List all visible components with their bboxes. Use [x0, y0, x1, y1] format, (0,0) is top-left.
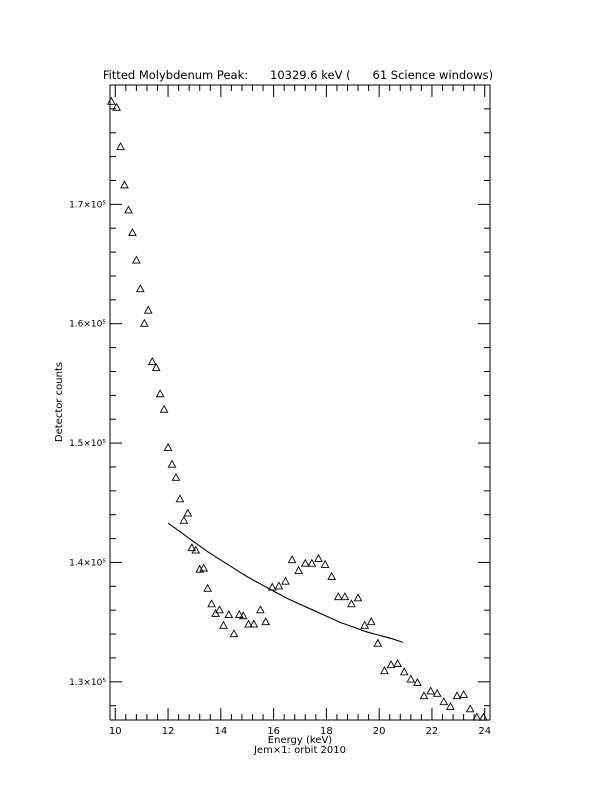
y-tick-label: 1.7×10⁵	[69, 200, 106, 211]
chart-title: Fitted Molybdenum Peak: 10329.6 keV ( 61 Science windows)	[102, 68, 494, 82]
data-point	[460, 691, 467, 698]
x-axis-label: Energy (keV)	[267, 735, 333, 746]
data-point	[262, 618, 269, 625]
data-point	[394, 660, 401, 667]
y-tick-labels	[69, 200, 106, 687]
data-point	[145, 307, 152, 314]
data-point	[467, 705, 474, 712]
data-point	[117, 143, 124, 150]
data-point	[230, 630, 237, 637]
data-point	[108, 98, 115, 105]
data-point	[149, 358, 156, 365]
data-point	[407, 675, 414, 682]
x-tick-label: 12	[161, 726, 175, 737]
x-tick-label: 14	[214, 726, 228, 737]
data-point	[125, 206, 132, 213]
data-point	[427, 687, 434, 694]
data-point	[204, 585, 211, 592]
data-point	[141, 320, 148, 327]
data-point	[354, 594, 361, 601]
y-tick-label: 1.6×10⁵	[69, 319, 106, 330]
data-point	[164, 444, 171, 451]
data-point	[257, 606, 264, 613]
axis-ticks	[110, 85, 490, 720]
y-axis-label: Detector counts	[54, 361, 65, 443]
data-point	[225, 611, 232, 618]
y-tick-label: 1.3×10⁵	[69, 677, 106, 688]
data-point	[157, 390, 164, 397]
data-point	[176, 495, 183, 502]
data-point	[184, 510, 191, 517]
data-point	[121, 181, 128, 188]
data-point	[480, 714, 487, 721]
x-tick-label: 20	[372, 726, 386, 737]
data-point	[295, 567, 302, 574]
data-point	[335, 593, 342, 600]
data-point	[341, 593, 348, 600]
x-tick-label: 18	[320, 726, 333, 737]
x-tick-label: 10	[108, 726, 122, 737]
data-point	[302, 560, 309, 567]
data-point	[133, 256, 140, 263]
data-point	[282, 578, 289, 585]
x-tick-label: 24	[478, 726, 492, 737]
data-point	[368, 618, 375, 625]
data-point	[434, 690, 441, 697]
data-point	[220, 622, 227, 629]
data-point	[308, 560, 315, 567]
data-point	[288, 556, 295, 563]
data-point	[129, 229, 136, 236]
data-point	[315, 555, 322, 562]
data-marks	[108, 98, 487, 721]
data-point	[275, 582, 282, 589]
x-tick-label: 16	[267, 726, 280, 737]
x-tick-label: 22	[425, 726, 439, 737]
data-point	[440, 698, 447, 705]
y-tick-label: 1.4×10⁵	[69, 558, 106, 569]
plot-frame	[110, 85, 490, 720]
footer-label: Jem×1: orbit 2010	[253, 745, 347, 756]
data-point	[374, 640, 381, 647]
y-tick-label: 1.5×10⁵	[69, 439, 106, 450]
data-point	[420, 692, 427, 699]
data-point	[180, 517, 187, 524]
data-point	[168, 461, 175, 468]
data-point	[208, 600, 215, 607]
data-point	[160, 406, 167, 413]
data-point	[401, 668, 408, 675]
data-point	[328, 573, 335, 580]
data-point	[137, 285, 144, 292]
data-point	[172, 474, 179, 481]
data-point	[447, 703, 454, 710]
